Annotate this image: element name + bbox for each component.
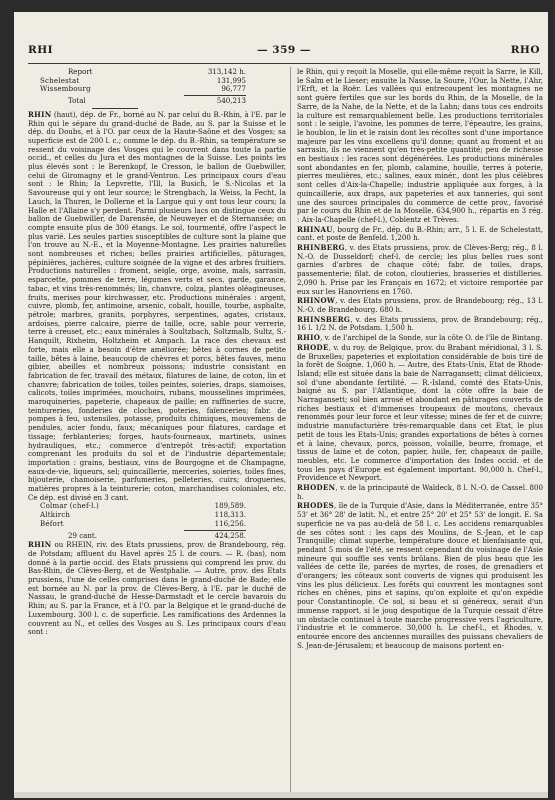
report-label: Report <box>68 67 93 76</box>
header-right-word: RHO <box>510 44 540 56</box>
total-row <box>28 97 286 106</box>
left-column <box>28 68 286 637</box>
arrondissement-name: Schelestat <box>40 75 80 85</box>
entry-headword: RHINBERG <box>297 243 345 253</box>
entry-rhodes: RHODES, île de la Turquie d'Asie, dans la Méditerranée, entre 35° 53' et 36° 28' de latit. N., et entre 25° 20' et 25° 53' de longit. E. Sa superficie ne va pas au-delà de 58 l. c. Les accidens remarquables de ses côtes sont : les caps des Moulins, de S.-Jean, et le cap Tranquille; climat superbe, température douce et bienfaisante qui, pendant 5 mois de l'été, se ressent cependant du voisinage de l'Asie mineure qui souffle ses vents brûlans. Bien de plus beau que les vallées de cette île, parées de myrtes, de roses, de grenadiers et d'orangers; les côteaux sont couverts de vignes qui produisent les vins les plus délicieux. Les forêts qui couvrent les montagnes sont riches en chênes, pins et sapins, qu'on exploite et qu'on expédie pour Constantinople. Ce sol, si beau et si généreux, serait d'un immense rapport, si le joug despotique de la Turquie cessait d'être un obstacle continuel à toute marche progressive vers l'agriculture, l'industrie et le commerce. 30,000 h. Le chef-l., et Rhodes, v. entourée encore des anciennes murailles des puissans chevaliers de S. Jean-de-Jérusalem; et beaucoup de maisons portent en- <box>297 501 543 650</box>
entry-rhinberg: RHINBERG, v. des Etats prussiens, prov. de Clèves-Berg; rég., 8 l. N.-O. de Dusseldorf; chef-l. de cercle; les plus belles rues sont garnies d'arbres de chaque côté; fabr. de toiles, draps, passementerie; filat. de coton, cloutieries, brasseries et distilleries. 2,090 h. Prise par les Français en 1672; et victoire remportée par eux sur les Hanovriens en 1760. <box>297 243 543 296</box>
entry-headword: RHODES <box>297 501 335 511</box>
canton-name: Altkirch <box>40 510 71 520</box>
sum-value: 424,258. <box>214 530 246 540</box>
entry-rhode: RHODE, v. du roy. de Belgique, prov. du Brabant méridional, 3 l. S. de Bruxelles; papeteries et exploitation considérable de bois tiré de la forêt de Soigne. 1,060 h. — Autre, des Etats-Unis, Etat de Rhode-Island; elle est située dans la baie de Narragansett; climat délicieux, sol d'une abondante fertilité. — R.-Island, comté des Etats-Unis, baigné au S. par l'Atlantique, dont la côte offre la baie de Narragansett; sol bien arrosé et abondant en pâturages couverts de riches bestiaux et d'immenses troupeaux de moutons, chevaux renommés pour leur force et leur vitesse; mines de fer et de cuivre; industrie manufacturière très-remarquable dans cet Etat, le plus petit de tous les Etats-Unis; grandes exportations de bêtes à cornes et à laine, chevaux, porcs, poisson, volaille, beurre, fromage, et tissus de laine et de coton, papier, huile, fer, chapeaux de paille, meubles, etc. Le commerce d'importation des Indes occid. et de tous les pays d'Europe est également important. 90,000 h. Chef-l., Providence et Newport. <box>297 342 543 483</box>
page-bottom-shadow <box>14 792 548 798</box>
entry-headword: RHIN <box>28 109 52 119</box>
total-label: Total <box>68 96 86 106</box>
right-column <box>297 68 543 650</box>
canton-value: 116,256. <box>214 518 246 528</box>
entry-headword: RHINAU <box>297 224 333 234</box>
sum-row <box>28 532 286 541</box>
canton-name: Colmar (chef-l.) <box>40 501 99 511</box>
sum-label: 29 cant. <box>68 530 97 540</box>
entry-rhinow: RHINOW, v. des Etats prussiens, prov. de Brandebourg; rég., 13 l. N.-O. de Brandebourg. 680 h. <box>297 296 543 314</box>
entry-rhinsberg: RHINSBERG, v. des Etats prussiens, prov. de Brandebourg; rég., 16 l. 1/2 N. de Potsdam. 1,500 h. <box>297 314 543 333</box>
entry-headword: RHINSBERG <box>297 314 351 324</box>
running-header <box>28 44 540 60</box>
column-divider <box>290 67 291 792</box>
header-left-word: RHI <box>28 44 54 56</box>
entry-rhin-haut: RHIN (haut), dép. de Fr., borné au N. par celui du B.-Rhin, à l'E. par le Rhin qui le sépare du grand-duché de Bade, au S. par la Suisse et le dép. du Doubs, et à l'O. par ceux de la Haute-Saône et des Vosges; sa superficie est de 200 l. c.; comme le dép. du B.-Rhin, sa température se ressent du voisinage des Vosges qui le couvrent dans toute la partie occid., et celles du Jura et des montagnes de la Suisse. Les points les plus élevés sont : le Berenkopf, le Cresson, le ballon de Guebwiller, celui de Giromagny et le grand-Ventron. Les principaux cours d'eau sont : le Rhin; la Lepvrette, l'Ill, la Busich, le S.-Nicolas et la Savoureuse qui y ont leur source; le Strengbach, la Weiss, la Fecht, la Lauch, la Thuren, le Dollerne et la Largue qui y ont tous leur cours; la Halle et l'Allaine s'y perdent. Parmi plusieurs lacs on distingue ceux du ballon de Guebwiller, de Darensée, de Neuweyer et de Sternansée; on compte ensuite plus de 300 étangs. Le sol, tourmenté, offre l'aspect le plus varié. Les seules parties susceptibles de culture sont la plaine que l'on trouve au N.-E., et la Moyenne-Montagne. Les prairies naturelles sont nombreuses et riches; belles prairies artificielles, pâturages, pépinières, jachères, culture soignée de la vigne et des arbres fruitiers. Productions naturelles : froment, seigle, orge, avoine, maïs, sarrasin, esparcette, pommes de terre, légumes verts et secs, garde, garance, tabac, et vins très-renommés; lin, chanvre, colza, plantes oléagineuses, fruits, merises pour kirchwasser, etc. Productions minérales : argent, cuivre, plomb, fer, antimoine, arsenic, cobalt, houille, tourbe, asphalte, pétrole; marbres, granits, porphyres, serpentines, agates, cristaux, ardoises, pierre calcaire, pierre de taille, ocre, sable pour verrerie, terre à creuset, etc.; eaux minérales à Soultzbach, Soltzmalb, Sultz, S.-Hanquilt, Rixheim, Holtzheim et Ampach. La race des chevaux est forte, mais elle a besoin d'être améliorée; bêtes à cornes de petite taille, bêtes à laine, beaucoup de chèvres et porcs, bêtes fauves, menu gibier, abeilles et nombreux poissons; industrie consistant en fabrication de fer, travail des métaux, filatures de laine, de coton, lin et chanvre; fabrication de toiles, toiles peintes, soieries, draps, siamoises, calicots, toiles imprimées, mouchoirs, rubans, mousselines imprimées, maroquineries, papeterie, chapeaux de paille; en raffineries de sucre, teintureries, fonderies de cloches, poteries, faïenceries; fabr. de pompes à feu, ustensiles, potasse, produits chimiques, mouvemens de pendules, acier fondu, faux; mécaniques pour filatures, cardage et tissage; ferblanteries; forges, hauts-fourneaux, martinets, usines hydrauliques, etc.; commerce d'entrepôt très-actif; exportation comprenant les produits du sol et de l'industrie départementale; importation : grains, bestiaux, vins de Bourgogne et de Champagne, eaux-de-vie, liqueurs, sel; quincaillerie, merceries, soieries, toiles fines, bijouterie, chamoiserie, parfumeries, pelleteries, cuirs; drogueries, matières propres à la teinturerie; coton, marchandises coloniales, etc. Ce dép. est divisé en 3 cant. <box>28 109 286 502</box>
entry-headword: RHIO <box>297 333 321 343</box>
header-rule <box>28 63 540 64</box>
entry-rhoden: RHODEN, v. de la principauté de Waldeck, 8 l. N.-O. de Cassel. 800 h. <box>297 483 543 501</box>
entry-headword: RHIN <box>28 540 52 550</box>
report-value: 313,142 h. <box>207 67 246 76</box>
book-page <box>14 12 548 798</box>
page-number: — 359 — <box>257 44 311 56</box>
entry-headword: RHODE <box>297 342 329 352</box>
total-value: 540,213 <box>216 96 246 106</box>
population-row <box>28 85 286 94</box>
entry-headword: RHINOW <box>297 296 336 306</box>
entry-rhin-ou-rhein: RHIN ou RHEIN, riv. des Etats prussiens, prov. de Brandebourg, rég. de Potsdam; affluent du Havel après 25 l. de cours. — R. (bas), nom donné à la partie occid. des Etats prussiens qui comprend les prov. du Bas-Rhin, de Clèves-Berg, et de Westphalie. — Autre, prov. des Etats prussiens, l'une de celles comprises dans le grand-duché de Bade; elle est bornée au N. par la prov. de Clèves-Berg, à l'E. par le duché de Nassau, le grand-duché de Hesse-Darmstadt et le cercle bavarois du Rhin; au S. par la France, et à l'O. par la Belgique et le grand-duché de Luxembourg. 300 l. c. de superficie. Les ramifications des Ardennes la couvrent au N., et celles des Vosges au S. Les principaux cours d'eau sont : <box>28 540 286 637</box>
arrondissement-name: Wissembourg <box>40 84 91 94</box>
section-rule <box>92 108 138 109</box>
population-row <box>28 511 286 520</box>
canton-value: 118,313. <box>214 510 246 520</box>
canton-value: 189,589. <box>214 501 246 511</box>
entry-rhio: RHIO, v. de l'archipel de la Sonde, sur la côte O. de l'île de Bintang. <box>297 333 543 343</box>
population-row <box>28 520 286 529</box>
arrondissement-value: 131,995 <box>216 75 246 85</box>
canton-name: Béfort <box>40 518 64 528</box>
arrondissement-value: 96,777 <box>221 84 246 94</box>
entry-headword: RHODEN <box>297 483 336 493</box>
entry-continuation: le Rhin, qui y reçoit la Moselle, qui elle-même reçoit la Sarre, le Kill, le Salm et le Lieser; ensuite la Nasse, la Soure, l'Our, la Nette, l'Ahr, l'Erft, et la Roër. Les vallées qui entrecoupent les montagnes ne sont guère fertiles que sur les bords du Rhin, de la Moselle, de la Sarre, de la Nahe, de la Nette, et de la Lahn; dans tous ces endroits la culture est remarquablement belle. Les productions territoriales sont : le seigle, l'avoine, les pommes de terre, l'épeautre, les grains, le houblon, le lin et le raisin dont les récoltes sont d'une importance majeure par les vins excellens qu'il donne; quant au froment et au sarrasin, ils ne viennent qu'en très-petite quantité; peu de richesse en bestiaux : les races sont dégénérées. Les productions minérales sont abondantes en fer, plomb, calamine, houille, terres à poterie, pierres meulières, etc.; salines, eaux minér., dont les plus célèbres sont celles d'Aix-la-Chapelle; industrie appliquée aux forges, à la quincaillerie, aux draps, aux papeteries et aux tanneries, qui sont une des sources principales du commerce de cette prov., favorisé par le cours du Rhin et de la Moselle. 634,900 h., répartis en 3 rég. : Aix-la-Chapelle (chef-l.), Coblentz et Trèves. <box>297 67 543 224</box>
entry-rhinau: RHINAU, bourg de Fr., dép. du B.-Rhin; arr., 5 l. E. de Schelestatt, cant. et poste de Benfeld. 1,200 h. <box>297 224 543 243</box>
